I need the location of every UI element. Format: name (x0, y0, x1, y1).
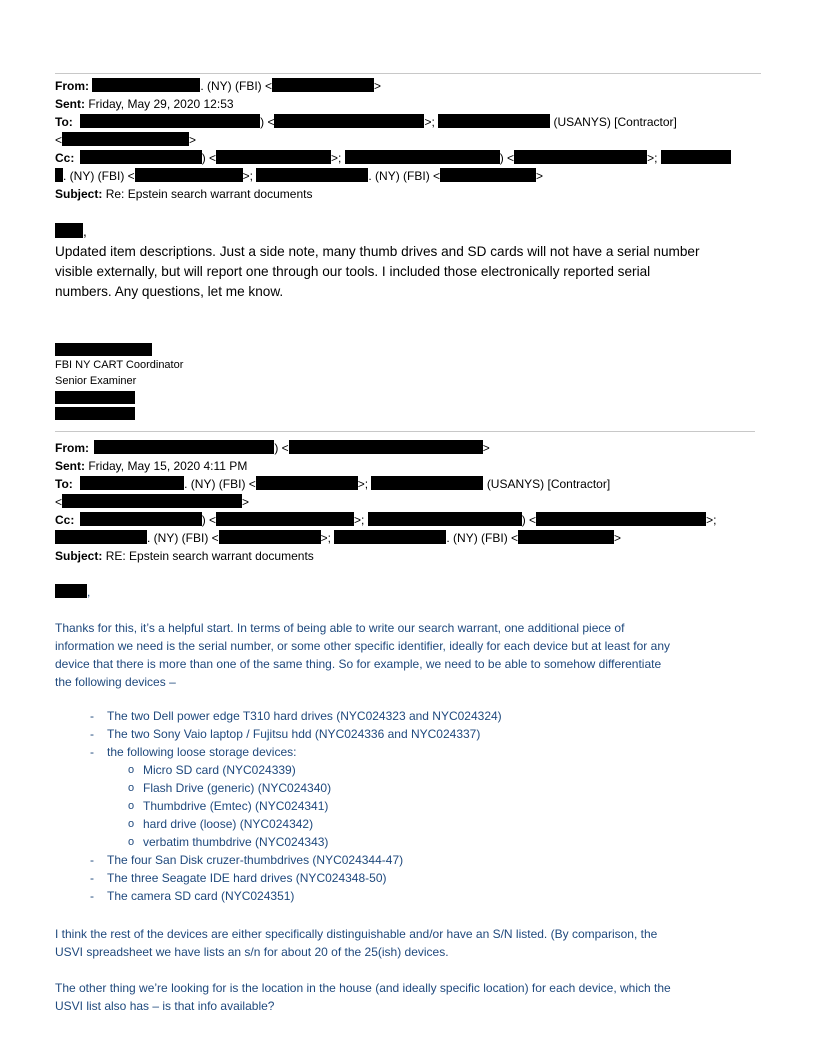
subject-value: RE: Epstein search warrant documents (105, 549, 314, 563)
email2-para3-line: USVI list also has – is that info available? (55, 999, 275, 1013)
list-dash: - (90, 889, 94, 903)
cc-text: . (NY) (FBI) < (147, 531, 219, 545)
sent-value: Friday, May 15, 2020 4:11 PM (88, 459, 248, 473)
redaction (345, 150, 500, 164)
cc-text: > (614, 531, 622, 545)
email1-subject-line (55, 185, 312, 203)
redaction (55, 168, 63, 182)
signature-name-redaction (55, 343, 152, 356)
redaction (216, 512, 354, 526)
redaction (289, 440, 483, 454)
sent-value: Friday, May 29, 2020 12:53 (88, 97, 234, 111)
email2-para1-line: device that there is more than one of the same thing. So for example, we need to be able to somehow differentiate (55, 657, 662, 671)
redaction (92, 78, 200, 92)
signature-title: Senior Examiner (55, 375, 137, 387)
email2-para1-line: information we need is the serial number, or some other specific identifier, ideally for each device but at least for any (55, 639, 670, 653)
email2-to-line (55, 475, 610, 493)
sublist-item: Flash Drive (generic) (NYC024340) (143, 781, 332, 795)
email2-para2-line: I think the rest of the devices are either specifically distinguishable and/or have an S/N listed. (By comparison, the (55, 927, 658, 941)
email1-to-line (55, 113, 677, 131)
cc-text: >; (242, 169, 254, 183)
redaction (536, 512, 706, 526)
sublist-bullet: o (128, 818, 135, 830)
redaction (371, 476, 483, 490)
to-text: (USANYS) [Contractor] (486, 477, 611, 491)
to-text: > (242, 495, 250, 509)
redaction (274, 114, 424, 128)
redaction (62, 494, 242, 508)
from-close: > (482, 441, 490, 455)
redaction (256, 168, 368, 182)
email2-para3-line: The other thing we’re looking for is the location in the house (and ideally specific location) for each device, which the (55, 981, 671, 995)
list-item: The camera SD card (NYC024351) (107, 889, 295, 903)
email2-greeting (55, 583, 90, 601)
redaction (55, 223, 83, 238)
redaction (216, 150, 331, 164)
cc-text: >; (354, 513, 365, 527)
redaction (62, 132, 189, 146)
sublist-item: verbatim thumbdrive (NYC024343) (143, 835, 329, 849)
greeting-punct: , (83, 224, 87, 239)
email1-cc-line (55, 149, 731, 167)
sublist-bullet: o (128, 836, 135, 848)
email2-para1-line: Thanks for this, it’s a helpful start. In terms of being able to write our search warrant, one additional piece of (55, 621, 625, 635)
list-item: The four San Disk cruzer-thumbdrives (NYC024344-47) (107, 853, 404, 867)
cc-text: >; (320, 531, 332, 545)
email2-sent-line (55, 457, 247, 475)
email2-subject-line (55, 547, 314, 565)
list-item: the following loose storage devices: (107, 745, 297, 759)
from-text: . (NY) (FBI) < (200, 79, 273, 93)
list-item: The two Sony Vaio laptop / Fujitsu hdd (NYC024336 and NYC024337) (107, 727, 481, 741)
cc-label: Cc: (55, 151, 75, 165)
signature-redaction (55, 407, 135, 420)
to-label: To: (55, 477, 73, 491)
redaction (135, 168, 243, 182)
redaction (272, 78, 374, 92)
email2-to-line2 (55, 493, 249, 511)
cc-label: Cc: (55, 513, 75, 527)
list-dash: - (90, 709, 94, 723)
redaction (368, 512, 522, 526)
sublist-bullet: o (128, 764, 135, 776)
cc-text: >; (331, 151, 342, 165)
redaction (80, 512, 202, 526)
redaction (219, 530, 321, 544)
redaction (514, 150, 647, 164)
from-text: ) < (274, 441, 289, 455)
list-item: The two Dell power edge T310 hard drives (NYC024323 and NYC024324) (107, 709, 502, 723)
redaction (94, 440, 274, 454)
sublist-bullet: o (128, 800, 135, 812)
to-text: (USANYS) [Contractor] (553, 115, 677, 129)
to-text: >; (357, 477, 369, 491)
redaction (55, 530, 147, 544)
cc-text: . (NY) (FBI) < (368, 169, 441, 183)
email2-cc-line (55, 511, 716, 529)
cc-text: >; (647, 151, 658, 165)
email2-para2-line: USVI spreadsheet we have lists an s/n for about 20 of the 25(ish) devices. (55, 945, 449, 959)
top-divider (55, 73, 761, 74)
list-dash: - (90, 727, 94, 741)
cc-text: ) < (201, 151, 217, 165)
subject-value: Re: Epstein search warrant documents (105, 187, 313, 201)
to-text: . (NY) (FBI) < (184, 477, 256, 491)
email1-from-line (55, 77, 381, 95)
email2-from-line (55, 439, 490, 457)
sublist-item: Thumbdrive (Emtec) (NYC024341) (143, 799, 329, 813)
cc-text: ) < (499, 151, 515, 165)
signature-title: FBI NY CART Coordinator (55, 359, 184, 371)
sublist-item: hard drive (loose) (NYC024342) (143, 817, 314, 831)
email1-body-line: visible externally, but will report one through our tools. I included those electronically reported serial (55, 264, 651, 279)
to-text: < (55, 495, 63, 509)
to-text: < (55, 133, 63, 147)
email2-cc-line2 (55, 529, 621, 547)
email1-body-line: numbers. Any questions, let me know. (55, 284, 284, 299)
subject-label: Subject: (55, 549, 103, 563)
redaction (80, 150, 202, 164)
redaction (55, 584, 87, 598)
list-dash: - (90, 745, 94, 759)
email1-body-line: Updated item descriptions. Just a side note, many thumb drives and SD cards will not have a serial number (55, 244, 700, 259)
sublist-bullet: o (128, 782, 135, 794)
to-text: ) < (260, 115, 275, 129)
email1-sent-line (55, 95, 234, 113)
redaction (661, 150, 731, 164)
redaction (80, 476, 184, 490)
redaction (80, 114, 260, 128)
from-label: From: (55, 441, 89, 455)
cc-text: . (NY) (FBI) < (63, 169, 135, 183)
cc-text: . (NY) (FBI) < (446, 531, 519, 545)
to-text: >; (424, 115, 435, 129)
cc-text: ) < (521, 513, 537, 527)
email1-to-line2 (55, 131, 196, 149)
to-text: > (189, 133, 197, 147)
signature-redaction (55, 391, 135, 404)
list-dash: - (90, 871, 94, 885)
cc-text: >; (706, 513, 717, 527)
list-item: The three Seagate IDE hard drives (NYC024348-50) (107, 871, 387, 885)
subject-label: Subject: (55, 187, 103, 201)
from-label: From: (55, 79, 89, 93)
redaction (518, 530, 614, 544)
to-label: To: (55, 115, 73, 129)
sublist-item: Micro SD card (NYC024339) (143, 763, 296, 777)
redaction (256, 476, 358, 490)
cc-text: > (536, 169, 544, 183)
email-divider (55, 431, 755, 432)
email1-cc-line2 (55, 167, 543, 185)
from-close: > (374, 79, 382, 93)
email1-greeting (55, 222, 87, 242)
cc-text: ) < (201, 513, 217, 527)
redaction (334, 530, 446, 544)
email2-para1-line: the following devices – (55, 675, 176, 689)
list-dash: - (90, 853, 94, 867)
redaction (440, 168, 536, 182)
sent-label: Sent: (55, 459, 85, 473)
redaction (438, 114, 550, 128)
greeting-punct: , (87, 585, 91, 599)
sent-label: Sent: (55, 97, 85, 111)
